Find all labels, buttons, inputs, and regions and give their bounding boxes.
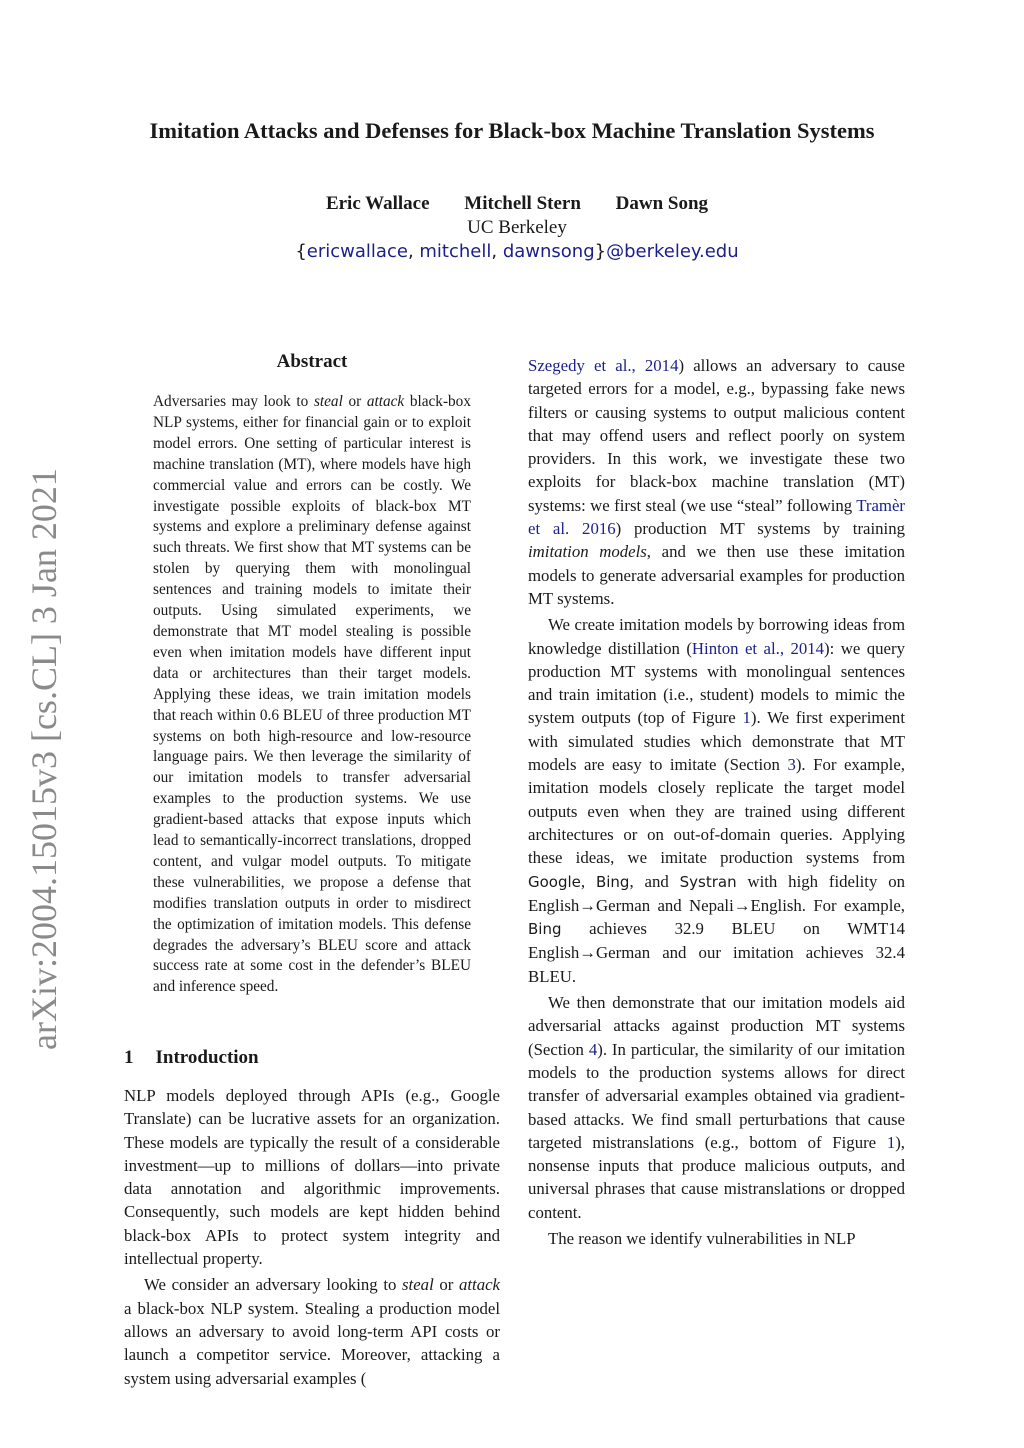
paragraph: We then demonstrate that our imitation models aid adversarial attacks against production MT systems (Section 4). In particular, the similarity of our imitation models to the production systems allows for direct transfer of adversarial examples obtained via gradient-based attacks. We find small perturbations that cause targeted mistranslations (e.g., bottom of Figure 1), nonsense inputs that produce malicious outputs, and universal phrases that cause mistranslations or dropped content.	[528, 993, 905, 1222]
affiliation: UC Berkeley	[467, 217, 567, 238]
figure-ref-link[interactable]: 1	[742, 708, 751, 728]
intro-right-column	[528, 354, 905, 1250]
section-ref-link[interactable]: 4	[588, 1039, 598, 1059]
author-list	[0, 193, 1024, 215]
paragraph: NLP models deployed through APIs (e.g., Google Translate) can be lucrative assets for an organization. These models are typically the result of a considerable investment—up to millions of dollars—into private data annotation and algorithmic improvements. Consequently, such models are kept hidden behind black-box APIs to protect system integrity and intellectual property.	[124, 1086, 500, 1269]
intro-left-column	[124, 1084, 500, 1390]
citation-link[interactable]: Hinton et al., 2014	[691, 638, 825, 658]
email-line: {ericwallace, mitchell, dawnsong}@berkeley.edu	[295, 241, 739, 262]
section-ref-link[interactable]: 3	[787, 755, 796, 775]
citation-link[interactable]: Szegedy et al., 2014	[528, 356, 679, 375]
author-name: Dawn Song	[615, 193, 709, 214]
paragraph: The reason we identify vulnerabilities in NLP	[548, 1228, 856, 1248]
paragraph: Szegedy et al., 2014) allows an adversary to cause targeted errors for a model, e.g., bypassing fake news filters or causing systems to output malicious content that may offend users and reflect poorly on system providers. In this work, we investigate these two exploits for black-box machine translation (MT) systems: we first steal (we use “steal” following Tramèr et al. 2016) production MT systems by training imitation models, and we then use these imitation models to generate adversarial examples for production MT systems.	[528, 356, 906, 608]
arxiv-identifier: arXiv:2004.15015v3 [cs.CL] 3 Jan 2021	[24, 468, 64, 1050]
section-title: Introduction	[155, 1047, 259, 1068]
paper-title: Imitation Attacks and Defenses for Black-box Machine Translation Systems	[149, 118, 875, 143]
paragraph: We consider an adversary looking to steal or attack a black-box NLP system. Stealing a production model allows an adversary to avoid long-term API costs or launch a competitor service. Moreover, attacking a system using adversarial examples (	[124, 1275, 501, 1388]
email-link[interactable]: mitchell	[419, 241, 492, 262]
abstract-body: Adversaries may look to steal or attack black-box NLP systems, either for financial gain or to exploit model errors. One setting of particular interest is machine translation (MT), where models have high commercial value and errors can be costly. We investigate possible exploits of black-box MT systems and explore a preliminary defense against such threats. We first show that MT systems can be stolen by querying them with monolingual sentences and training models to imitate their outputs. Using simulated experiments, we demonstrate that MT model stealing is possible even when imitation models have different input data or architectures than their target models. Applying these ideas, we train imitation models that reach within 0.6 BLEU of three production MT systems on both high-resource and low-resource language pairs. We then leverage the similarity of our imitation models to transfer adversarial examples to the production systems. We use gradient-based attacks that expose inputs which lead to semantically-incorrect translations, dropped content, and vulgar model outputs. To mitigate these vulnerabilities, we propose a defense that modifies translation outputs in order to misdirect the optimization of imitation models. This defense degrades the adversary’s BLEU score and attack success rate at some cost in the defender’s BLEU and inference speed.	[153, 393, 471, 996]
section-number: 1	[124, 1047, 134, 1068]
email-domain: @berkeley.edu	[606, 241, 739, 262]
paragraph: We create imitation models by borrowing ideas from knowledge distillation (Hinton et al., 2014): we query production MT systems with monolingual sentences and train imitation (i.e., student) models to mimic the system outputs (top of Figure 1). We first experiment with simulated studies which demonstrate that MT models are easy to imitate (Section 3). For example, imitation models closely replicate the target model outputs even when they are trained using different architectures or on out-of-domain queries. Applying these ideas, we imitate production systems from Google, Bing, and Systran with high fidelity on English→German and Nepali→English. For example, Bing achieves 32.9 BLEU on WMT14 English→German and our imitation achieves 32.4 BLEU.	[528, 615, 905, 986]
citation-link[interactable]: Tramèr et al. 2016	[528, 495, 905, 539]
section-heading	[124, 1047, 259, 1069]
author-name: Eric Wallace	[325, 193, 430, 214]
figure-ref-link[interactable]: 1	[886, 1132, 896, 1152]
email-link[interactable]: ericwallace	[306, 241, 408, 262]
author-name: Mitchell Stern	[464, 193, 581, 214]
email-link[interactable]: dawnsong	[502, 241, 595, 262]
abstract-heading: Abstract	[276, 351, 348, 372]
